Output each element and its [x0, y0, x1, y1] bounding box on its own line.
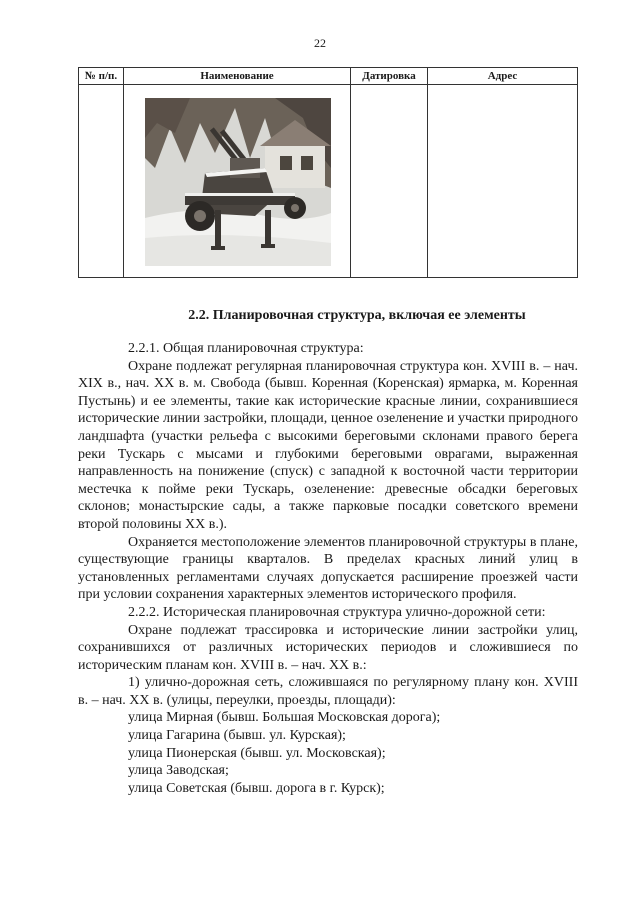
table-row [79, 85, 578, 278]
table-header-row [79, 68, 578, 85]
list-item: улица Пионерская (бывш. ул. Московская); [128, 745, 386, 761]
header-date: Датировка [351, 68, 428, 85]
header-address: Адрес [428, 68, 578, 85]
header-name: Наименование [124, 68, 351, 85]
cell-number [79, 85, 124, 278]
paragraph: 1) улично-дорожная сеть, сложившаяся по регулярному плану кон. XVIII в. – нач. XX в. (улицы, переулки, проезды, площади): [78, 675, 578, 708]
page-number: 22 [314, 36, 326, 50]
anti-aircraft-gun-photo [145, 98, 331, 266]
list-item: улица Заводская; [128, 763, 229, 779]
paragraph: 2.2.2. Историческая планировочная структура улично-дорожной сети: [128, 604, 546, 620]
paragraph: 2.2.1. Общая планировочная структура: [128, 341, 364, 356]
paragraph: Охране подлежат регулярная планировочная структура кон. XVIII в. – нач. XIX в., нач. XX в. м. Свобода (бывш. Коренная (Коренская) ярмарка, м. Коренная Пустынь) и ее элементы, такие как исторические красные линии, сохранившиеся исторические линии застройки, площади, ценное озеленение и участки природного ландшафта (участки рельефа с высокими береговыми склонами правого берега реки Тускарь с мысами и глубокими береговыми оврагами, выраженная направленность на понижение (спуск) с западной к восточной части территории местечка к пойме реки Тускарь, озеленение: древесные обсадки береговых склонов; монастырские сады, а также парковые посадки советского времени второй половины XX в.). [78, 358, 578, 532]
cell-name [124, 85, 351, 278]
cell-date [351, 85, 428, 278]
paragraph: Охране подлежат трассировка и исторические линии застройки улиц, сохранившихся от различных исторических периодов и сложившиеся по историческим планам кон. XVIII в. – нач. XX в.: [78, 622, 578, 673]
header-number: № п/п. [79, 68, 124, 85]
list-item: улица Гагарина (бывш. ул. Курская); [128, 728, 346, 744]
section-title: 2.2. Планировочная структура, включая ее элементы [188, 308, 526, 323]
cell-address [428, 85, 578, 278]
list-item: улица Мирная (бывш. Большая Московская дорога); [128, 710, 441, 726]
body-text [78, 340, 578, 797]
paragraph: Охраняется местоположение элементов планировочной структуры в плане, существующие границы кварталов. В пределах красных линий улиц в установленных регламентами случаях допускается расширение проезжей части при условии сохранения характерных элементов исторического профиля. [78, 534, 578, 603]
list-item: улица Советская (бывш. дорога в г. Курск); [128, 780, 385, 796]
monument-table [78, 67, 578, 278]
